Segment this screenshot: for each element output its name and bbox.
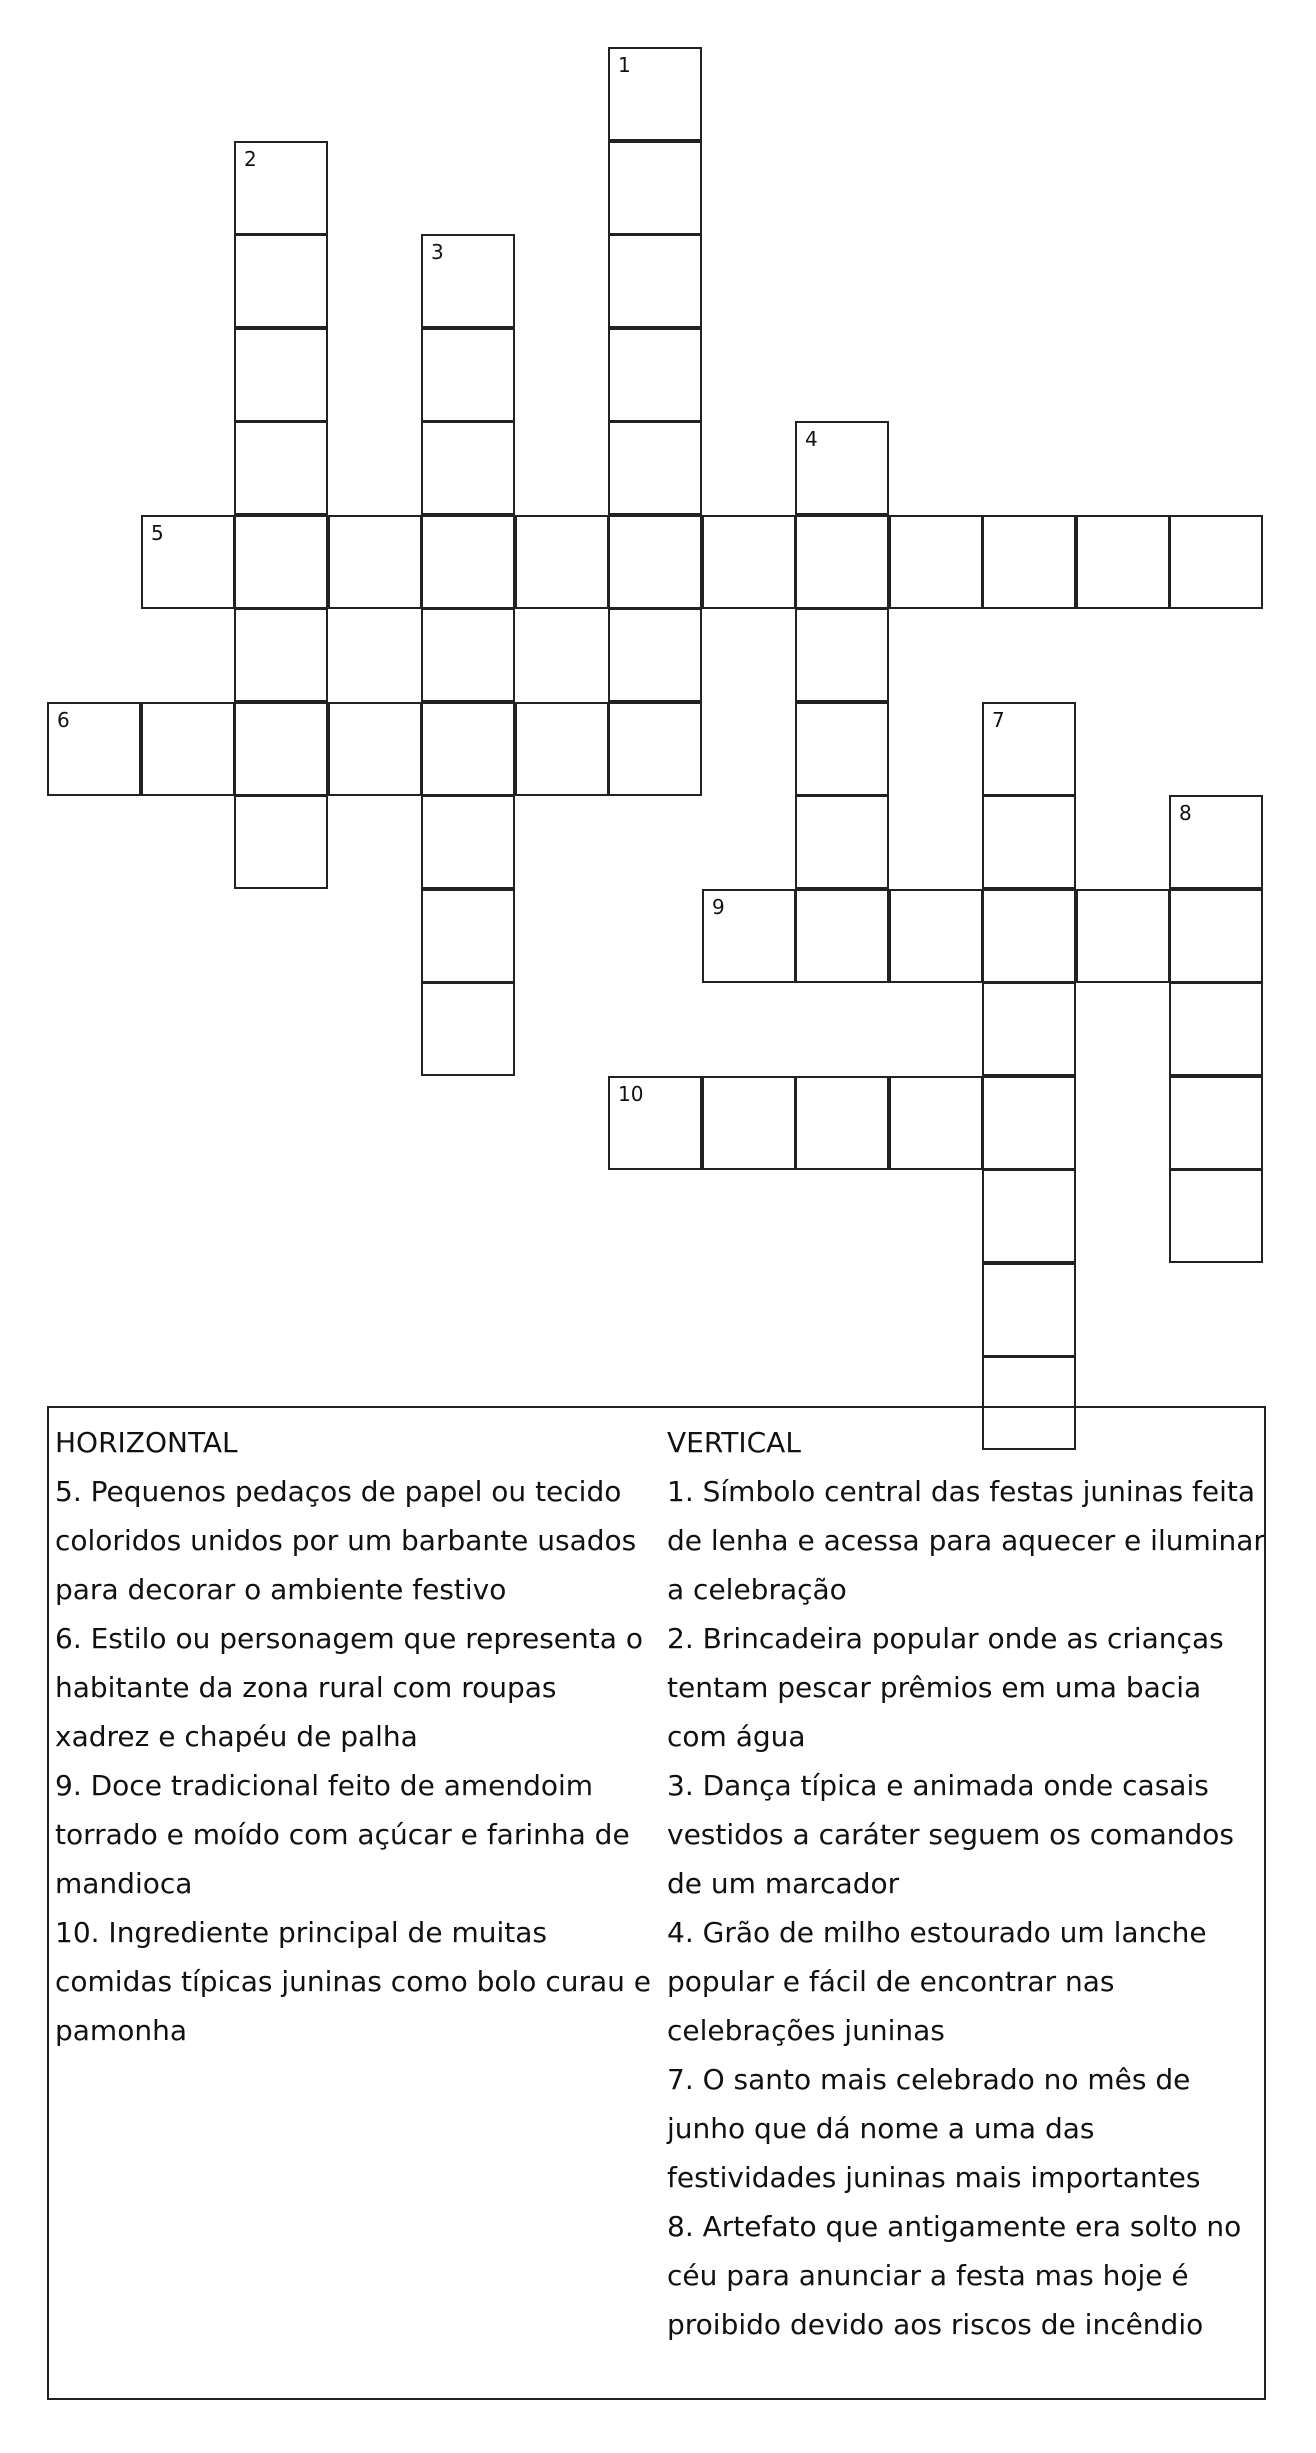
grid-cell[interactable] [795, 515, 889, 609]
clue-vertical-8: 8. Artefato que antigamente era solto no céu para anunciar a festa mas hoje é proibido devido aos riscos de incêndio [667, 2210, 1242, 2341]
grid-cell[interactable] [982, 1169, 1076, 1263]
clue-number-4: 4 [805, 427, 818, 451]
grid-cell[interactable] [141, 702, 235, 796]
grid-cell[interactable] [421, 608, 515, 702]
grid-cell[interactable] [702, 1076, 796, 1170]
clue-vertical-7: 7. O santo mais celebrado no mês de junho que dá nome a uma das festividades juninas mais importantes [667, 2063, 1201, 2194]
grid-cell[interactable] [1169, 889, 1263, 983]
grid-cell[interactable] [1169, 515, 1263, 609]
clue-vertical-4: 4. Grão de milho estourado um lanche popular e fácil de encontrar nas celebrações juninas [667, 1916, 1207, 2047]
grid-cell[interactable] [234, 608, 328, 702]
clue-horizontal-10: 10. Ingrediente principal de muitas comidas típicas juninas como bolo curau e pamonha [55, 1916, 652, 2047]
grid-cell[interactable] [702, 515, 796, 609]
grid-cell[interactable] [982, 889, 1076, 983]
grid-cell[interactable] [795, 1076, 889, 1170]
grid-cell[interactable] [421, 795, 515, 889]
grid-cell[interactable] [234, 702, 328, 796]
grid-cell[interactable] [795, 608, 889, 702]
grid-cell[interactable] [234, 141, 328, 235]
grid-cell[interactable] [795, 795, 889, 889]
grid-cell[interactable] [421, 889, 515, 983]
grid-cell[interactable] [1076, 515, 1170, 609]
clue-number-9: 9 [712, 895, 725, 919]
grid-cell[interactable] [234, 234, 328, 328]
horizontal-heading: HORIZONTAL [55, 1426, 238, 1459]
grid-cell[interactable] [234, 421, 328, 515]
grid-cell[interactable] [234, 795, 328, 889]
grid-cell[interactable] [1169, 1169, 1263, 1263]
clue-horizontal-6: 6. Estilo ou personagem que representa o habitante da zona rural com roupas xadrez e chapéu de palha [55, 1622, 643, 1753]
grid-cell[interactable] [234, 515, 328, 609]
grid-cell[interactable] [328, 515, 422, 609]
clue-horizontal-9: 9. Doce tradicional feito de amendoim torrado e moído com açúcar e farinha de mandioca [55, 1769, 630, 1900]
clue-number-8: 8 [1179, 801, 1192, 825]
grid-cell[interactable] [421, 328, 515, 422]
clue-number-3: 3 [431, 240, 444, 264]
grid-cell[interactable] [889, 1076, 983, 1170]
grid-cell[interactable] [1076, 889, 1170, 983]
grid-cell[interactable] [608, 608, 702, 702]
clue-number-5: 5 [151, 521, 164, 545]
grid-cell[interactable] [608, 234, 702, 328]
clue-number-2: 2 [244, 147, 257, 171]
grid-cell[interactable] [47, 702, 141, 796]
grid-cell[interactable] [421, 515, 515, 609]
clue-number-1: 1 [618, 53, 631, 77]
grid-cell[interactable] [982, 1263, 1076, 1357]
grid-cell[interactable] [608, 47, 702, 141]
grid-cell[interactable] [608, 515, 702, 609]
grid-cell[interactable] [515, 515, 609, 609]
grid-cell[interactable] [608, 1076, 702, 1170]
grid-cell[interactable] [328, 702, 422, 796]
grid-cell[interactable] [608, 141, 702, 235]
horizontal-clues [55, 1418, 655, 2055]
grid-cell[interactable] [608, 702, 702, 796]
grid-cell[interactable] [889, 515, 983, 609]
grid-cell[interactable] [421, 982, 515, 1076]
grid-cell[interactable] [889, 889, 983, 983]
grid-cell[interactable] [515, 702, 609, 796]
clue-vertical-3: 3. Dança típica e animada onde casais vestidos a caráter seguem os comandos de um marcador [667, 1769, 1234, 1900]
grid-cell[interactable] [1169, 1076, 1263, 1170]
clue-vertical-2: 2. Brincadeira popular onde as crianças tentam pescar prêmios em uma bacia com água [667, 1622, 1224, 1753]
grid-cell[interactable] [982, 982, 1076, 1076]
grid-cell[interactable] [141, 515, 235, 609]
clue-number-7: 7 [992, 708, 1005, 732]
grid-cell[interactable] [608, 421, 702, 515]
grid-cell[interactable] [1169, 982, 1263, 1076]
clues-box [47, 1406, 1266, 2400]
clue-number-6: 6 [57, 708, 70, 732]
grid-cell[interactable] [982, 702, 1076, 796]
grid-cell[interactable] [702, 889, 796, 983]
grid-cell[interactable] [982, 1076, 1076, 1170]
clue-vertical-1: 1. Símbolo central das festas juninas feita de lenha e acessa para aquecer e iluminar a celebração [667, 1475, 1265, 1606]
grid-cell[interactable] [795, 702, 889, 796]
vertical-clues [667, 1418, 1267, 2349]
vertical-heading: VERTICAL [667, 1426, 801, 1459]
grid-cell[interactable] [982, 795, 1076, 889]
grid-cell[interactable] [1169, 795, 1263, 889]
grid-cell[interactable] [795, 889, 889, 983]
grid-cell[interactable] [982, 515, 1076, 609]
grid-cell[interactable] [421, 702, 515, 796]
grid-cell[interactable] [421, 421, 515, 515]
grid-cell[interactable] [608, 328, 702, 422]
clue-horizontal-5: 5. Pequenos pedaços de papel ou tecido coloridos unidos por um barbante usados para decorar o ambiente festivo [55, 1475, 637, 1606]
grid-cell[interactable] [234, 328, 328, 422]
grid-cell[interactable] [421, 234, 515, 328]
clue-number-10: 10 [618, 1082, 644, 1106]
grid-cell[interactable] [795, 421, 889, 515]
